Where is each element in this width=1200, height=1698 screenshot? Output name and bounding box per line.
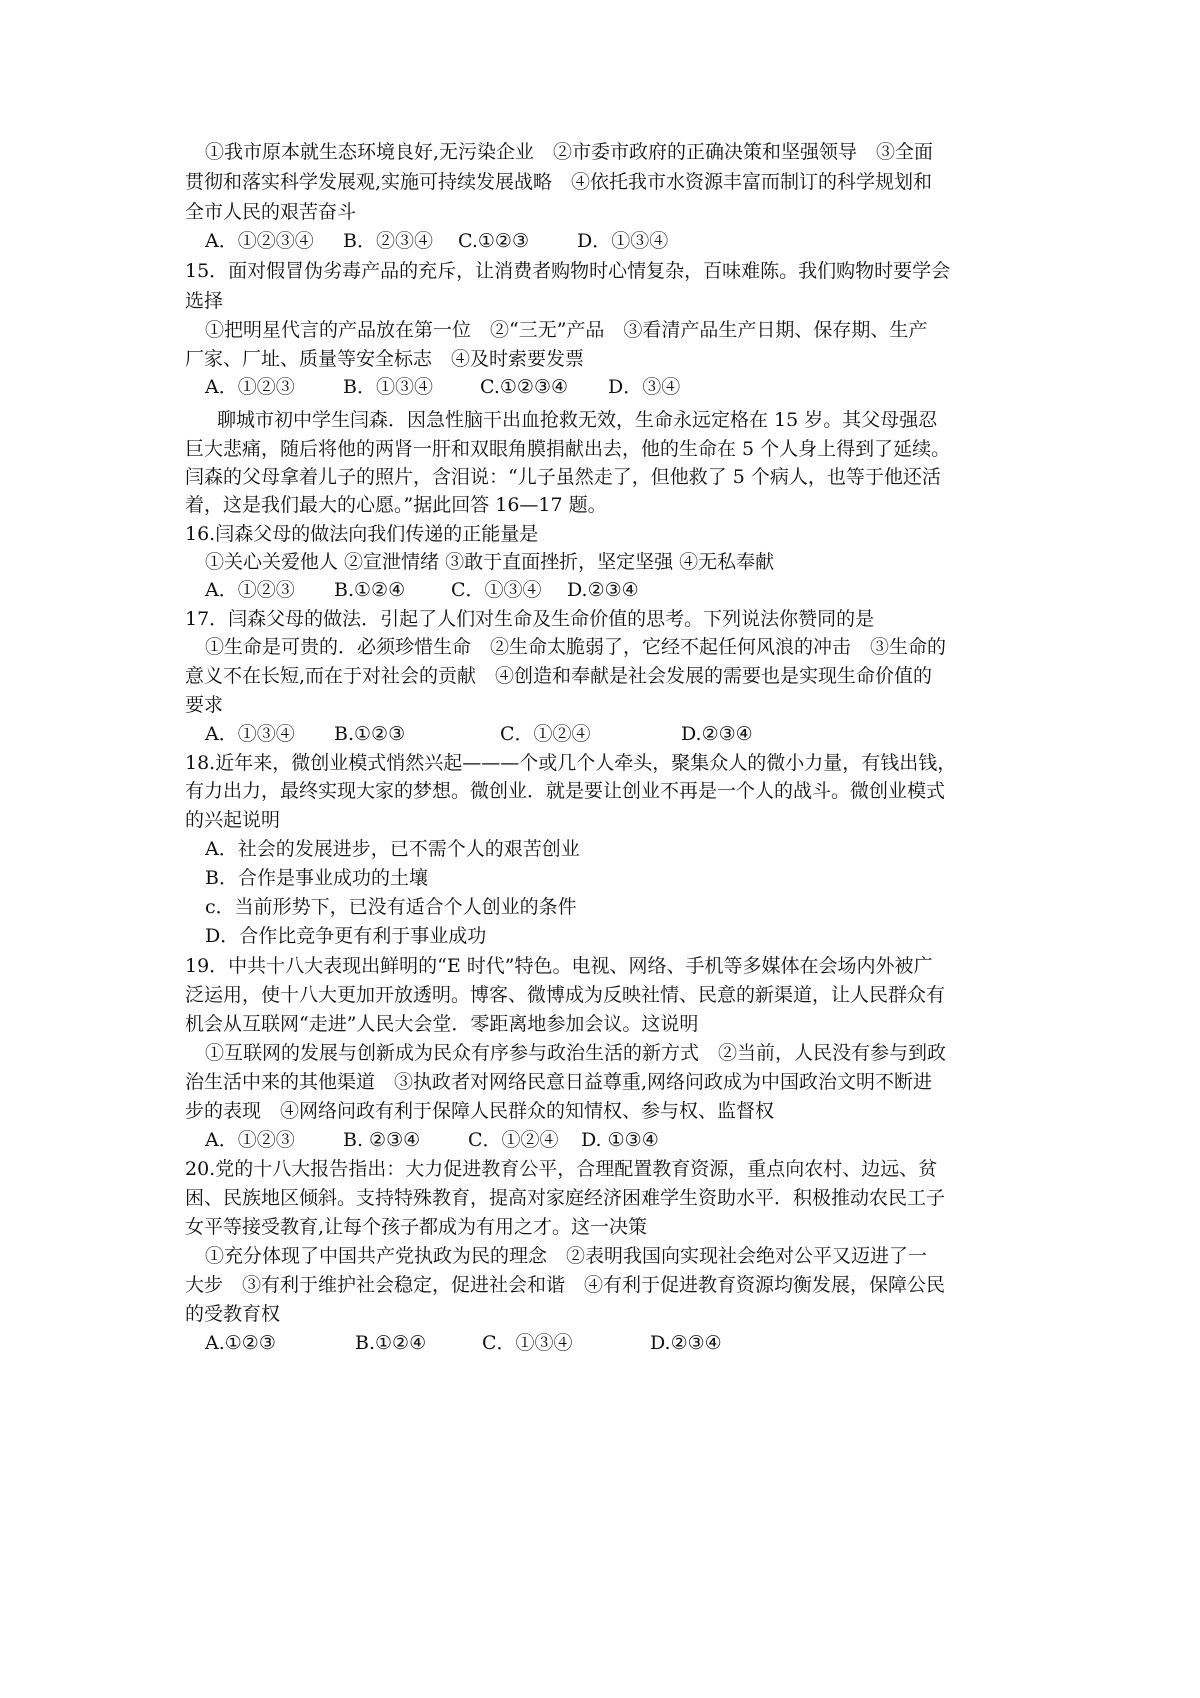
q18-option-c: c．当前形势下，已没有适合个人创业的条件 bbox=[205, 896, 577, 918]
q17-stem-line-1: ①生命是可贵的．必须珍惜生命 ②生命太脆弱了，它经不起任何风浪的冲击 ③生命的 bbox=[205, 636, 947, 658]
material-line-3: 闫森的父母拿着儿子的照片，含泪说：“儿子虽然走了，但他救了 5 个病人，也等于他还活 bbox=[185, 466, 941, 488]
q20-stem-line-3: 的受教育权 bbox=[185, 1303, 281, 1325]
q14-stem-line-2: 贯彻和落实科学发展观,实施可持续发展战略 ④依托我市水资源丰富而制订的科学规划和 bbox=[185, 171, 933, 193]
q20-option-a: A.①②③ bbox=[205, 1332, 276, 1354]
q16-question-line-1: 16.闫森父母的做法向我们传递的正能量是 bbox=[185, 523, 539, 545]
q18-question-line-1: 18.近年来，微创业模式悄然兴起———个或几个人牵头，聚集众人的微小力量，有钱出钱， bbox=[185, 752, 957, 774]
q19-option-b: B. ②③④ bbox=[343, 1129, 421, 1151]
q20-stem-line-2: 大步 ③有利于维护社会稳定，促进社会和谐 ④有利于促进教育资源均衡发展，保障公民 bbox=[185, 1274, 946, 1296]
q17-question-line-1: 17．闫森父母的做法．引起了人们对生命及生命价值的思考。下列说法你赞同的是 bbox=[185, 608, 875, 630]
q15-option-c: C.①②③④ bbox=[480, 376, 569, 398]
q14-option-b: B．②③④ bbox=[343, 230, 433, 252]
material-line-2: 巨大悲痛，随后将他的两肾一肝和双眼角膜捐献出去，他的生命在 5 个人身上得到了延续。 bbox=[185, 438, 951, 460]
q16-stem-line-1: ①关心关爱他人 ②宣泄情绪 ③敢于直面挫折，坚定坚强 ④无私奉献 bbox=[205, 551, 775, 573]
q16-option-a: A．①②③ bbox=[205, 579, 295, 601]
q17-option-c: C．①②④ bbox=[500, 723, 591, 745]
q14-option-c: C.①②③ bbox=[458, 230, 529, 252]
material-line-4: 着，这是我们最大的心愿。”据此回答 16—17 题。 bbox=[185, 494, 607, 516]
q16-option-c: C．①③④ bbox=[451, 579, 542, 601]
q19-stem-line-2: 治生活中来的其他渠道 ③执政者对网络民意日益尊重,网络问政成为中国政治文明不断进 bbox=[185, 1071, 933, 1093]
q19-question-line-2: 泛运用，使十八大更加开放透明。博客、微博成为反映社情、民意的新渠道，让人民群众有 bbox=[185, 984, 946, 1006]
q14-option-d: D．①③④ bbox=[577, 230, 669, 252]
q18-question-line-2: 有力出力，最终实现大家的梦想。微创业．就是要让创业不再是一个人的战斗。微创业模式 bbox=[185, 780, 946, 802]
q17-stem-line-3: 要求 bbox=[185, 694, 224, 716]
q15-question-line-2: 选择 bbox=[185, 290, 224, 312]
q18-option-d: D．合作比竞争更有利于事业成功 bbox=[205, 925, 487, 947]
q20-option-b: B.①②④ bbox=[355, 1332, 427, 1354]
q19-stem-line-1: ①互联网的发展与创新成为民众有序参与政治生活的新方式 ②当前，人民没有参与到政 bbox=[205, 1042, 947, 1064]
q18-option-a: A．社会的发展进步，已不需个人的艰苦创业 bbox=[205, 838, 580, 860]
q15-option-d: D．③④ bbox=[608, 376, 681, 398]
q20-option-c: C．①③④ bbox=[482, 1332, 573, 1354]
q17-option-a: A．①③④ bbox=[205, 723, 295, 745]
q20-question-line-2: 困、民族地区倾斜。支持特殊教育，提高对家庭经济困难学生资助水平．积极推动农民工子 bbox=[185, 1187, 946, 1209]
q15-option-b: B．①③④ bbox=[343, 376, 433, 398]
q14-option-a: A．①②③④ bbox=[205, 230, 314, 252]
q20-question-line-1: 20.党的十八大报告指出：大力促进教育公平，合理配置教育资源，重点向农村、边远、贫 bbox=[185, 1158, 938, 1180]
q17-option-b: B.①②③ bbox=[334, 723, 406, 745]
q19-option-c: C．①②④ bbox=[468, 1129, 559, 1151]
q19-option-a: A．①②③ bbox=[205, 1129, 295, 1151]
q17-option-d: D.②③④ bbox=[681, 723, 753, 745]
q14-stem-line-1: ①我市原本就生态环境良好,无污染企业 ②市委市政府的正确决策和坚强领导 ③全面 bbox=[205, 141, 934, 163]
material-line-1: 聊城市初中学生闫森．因急性脑干出血抢救无效，生命永远定格在 15 岁。其父母强忍 bbox=[217, 409, 938, 431]
q14-stem-line-3: 全市人民的艰苦奋斗 bbox=[185, 201, 357, 223]
q18-question-line-3: 的兴起说明 bbox=[185, 809, 281, 831]
q15-option-a: A．①②③ bbox=[205, 376, 295, 398]
q18-option-b: B．合作是事业成功的土壤 bbox=[205, 867, 428, 889]
q19-stem-line-3: 步的表现 ④网络问政有利于保障人民群众的知情权、参与权、监督权 bbox=[185, 1100, 775, 1122]
q15-stem-line-2: 厂家、厂址、质量等安全标志 ④及时索要发票 bbox=[185, 348, 585, 370]
q20-stem-line-1: ①充分体现了中国共产党执政为民的理念 ②表明我国向实现社会绝对公平又迈进了一 bbox=[205, 1245, 928, 1267]
q16-option-b: B.①②④ bbox=[334, 579, 406, 601]
q20-question-line-3: 女平等接受教育,让每个孩子都成为有用之才。这一决策 bbox=[185, 1216, 648, 1238]
q16-option-d: D.②③④ bbox=[567, 579, 639, 601]
q19-question-line-3: 机会从互联网“走进”人民大会堂．零距离地参加会议。这说明 bbox=[185, 1013, 699, 1035]
q19-question-line-1: 19．中共十八大表现出鲜明的“E 时代”特色。电视、网络、手机等多媒体在会场内外被广 bbox=[185, 955, 933, 977]
q20-option-d: D.②③④ bbox=[650, 1332, 722, 1354]
q17-stem-line-2: 意义不在长短,而在于对社会的贡献 ④创造和奉献是社会发展的需要也是实现生命价值的 bbox=[185, 665, 933, 687]
q15-stem-line-1: ①把明星代言的产品放在第一位 ②“三无”产品 ③看清产品生产日期、保存期、生产 bbox=[205, 319, 928, 341]
q15-question-line-1: 15．面对假冒伪劣毒产品的充斥，让消费者购物时心情复杂，百味难陈。我们购物时要学会 bbox=[185, 260, 951, 282]
q19-option-d: D. ①③④ bbox=[581, 1129, 659, 1151]
